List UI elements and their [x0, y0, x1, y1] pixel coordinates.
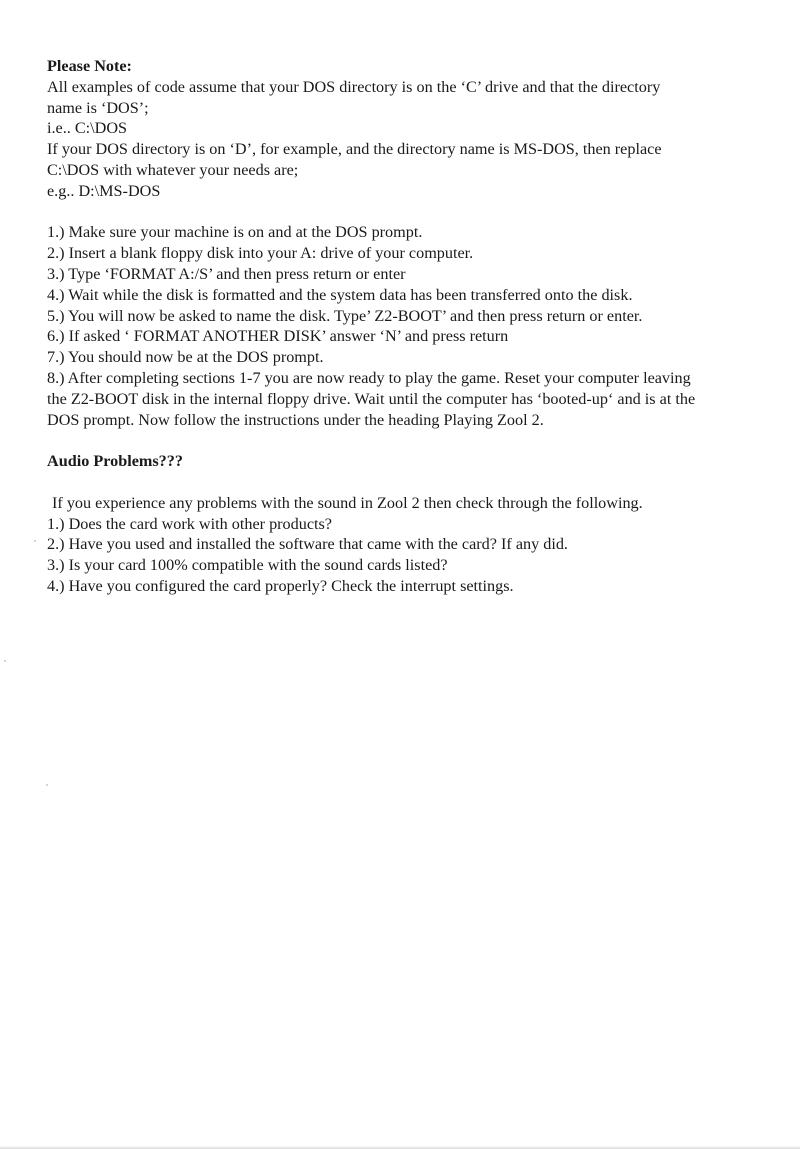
note-line: e.g.. D:\MS-DOS — [47, 181, 161, 200]
instruction-step: 5.) You will now be asked to name the disk. Type’ Z2-BOOT’ and then press return or enter. — [47, 306, 643, 325]
instruction-step: 8.) After completing sections 1-7 you are now ready to play the game. Reset your computer leaving — [47, 368, 691, 387]
note-line: If your DOS directory is on ‘D’, for example, and the directory name is MS-DOS, then replace — [47, 140, 662, 159]
please-note-heading: Please Note: — [47, 57, 132, 75]
audio-problems-heading: Audio Problems??? — [47, 452, 183, 471]
audio-checklist-item: 3.) Is your card 100% compatible with the sound cards listed? — [47, 556, 448, 575]
instruction-step: 1.) Make sure your machine is on and at the DOS prompt. — [47, 223, 423, 242]
instruction-step: 3.) Type ‘FORMAT A:/S’ and then press return or enter — [47, 264, 406, 283]
instruction-step: 6.) If asked ‘ FORMAT ANOTHER DISK’ answer ‘N’ and press return — [47, 327, 509, 346]
audio-checklist-item: 4.) Have you configured the card properly? Check the interrupt settings. — [47, 576, 514, 595]
note-line: All examples of code assume that your DOS directory is on the ‘C’ drive and that the directory — [47, 77, 661, 96]
audio-checklist-item: 1.) Does the card work with other products? — [47, 514, 332, 533]
audio-intro: If you experience any problems with the sound in Zool 2 then check through the following. — [52, 493, 643, 512]
paragraph-gap — [47, 430, 757, 451]
instruction-step: 4.) Wait while the disk is formatted and the system data has been transferred onto the disk. — [47, 285, 633, 304]
instruction-step-continued: the Z2-BOOT disk in the internal floppy drive. Wait until the computer has ‘booted-up‘ and is at the — [47, 389, 696, 408]
scan-speck — [4, 660, 6, 662]
document-body — [47, 56, 757, 597]
instruction-step: 2.) Insert a blank floppy disk into your A: drive of your computer. — [47, 244, 474, 263]
paragraph-gap — [47, 202, 757, 223]
paragraph-gap — [47, 472, 757, 493]
note-line: name is ‘DOS’; — [47, 98, 149, 117]
audio-checklist-item: 2.) Have you used and installed the software that came with the card? If any did. — [47, 535, 568, 554]
scan-speck — [34, 540, 36, 542]
note-line: C:\DOS with whatever your needs are; — [47, 160, 299, 179]
note-line: i.e.. C:\DOS — [47, 119, 128, 138]
scan-speck — [46, 784, 48, 786]
instruction-step: 7.) You should now be at the DOS prompt. — [47, 348, 324, 367]
instruction-step-continued: DOS prompt. Now follow the instructions under the heading Playing Zool 2. — [47, 410, 544, 429]
